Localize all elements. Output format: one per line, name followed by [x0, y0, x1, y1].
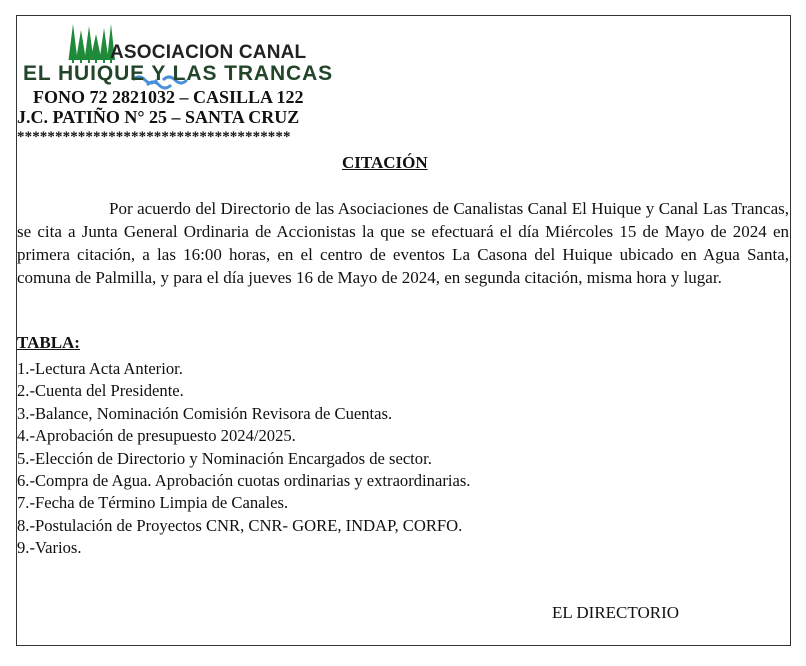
- logo-line-2: EL HUIQUE Y LAS TRANCAS: [23, 62, 334, 85]
- pine-tree-icon: [69, 24, 78, 60]
- body-paragraph: Por acuerdo del Directorio de las Asociaciones de Canalistas Canal El Huique y Canal Las Trancas, se cita a Junta General Ordinaria de Accionistas la que se efectuará el día Miércoles 15 de Mayo de 2024 en primera citación, a las 16:00 horas, en el centro de eventos La Casona del Huique ubicado en Agua Santa, comuna de Palmilla, y para el día jueves 16 de Mayo de 2024, en segunda citación, misma hora y lugar.: [17, 199, 789, 287]
- agenda-item: 1.-Lectura Acta Anterior.: [17, 359, 183, 378]
- document-page: [16, 15, 791, 646]
- agenda-item: 7.-Fecha de Término Limpia de Canales.: [17, 493, 289, 513]
- pine-tree-icon: [100, 28, 109, 60]
- logo-line-1: ASOCIACION CANAL: [110, 42, 307, 63]
- phone-line: FONO 72 2821032 – CASILLA 122: [33, 87, 304, 107]
- agenda-item: 4.-Aprobación de presupuesto 2024/2025.: [17, 426, 296, 446]
- agenda-item: 5.-Elección de Directorio y Nominación Encargados de sector.: [17, 448, 432, 468]
- agenda-list: [17, 358, 470, 560]
- association-logo: [23, 22, 363, 94]
- signature-line: EL DIRECTORIO: [552, 603, 680, 622]
- agenda-item: 9.-Varios.: [17, 538, 82, 558]
- agenda-item: 3.-Balance, Nominación Comisión Revisora de Cuentas.: [17, 403, 393, 423]
- page-title: CITACIÓN: [342, 153, 428, 172]
- pine-tree-icon: [91, 34, 102, 60]
- pine-tree-icon: [76, 30, 86, 60]
- agenda-title: TABLA:: [17, 333, 80, 352]
- separator-line: ************************************: [17, 129, 291, 145]
- agenda-item: 8.-Postulación de Proyectos CNR, CNR- GORE, INDAP, CORFO.: [17, 515, 463, 535]
- agenda-item: 6.-Compra de Agua. Aprobación cuotas ordinarias y extraordinarias.: [17, 471, 471, 491]
- agenda-item: 2.-Cuenta del Presidente.: [17, 381, 184, 401]
- address-line: J.C. PATIÑO N° 25 – SANTA CRUZ: [17, 107, 300, 127]
